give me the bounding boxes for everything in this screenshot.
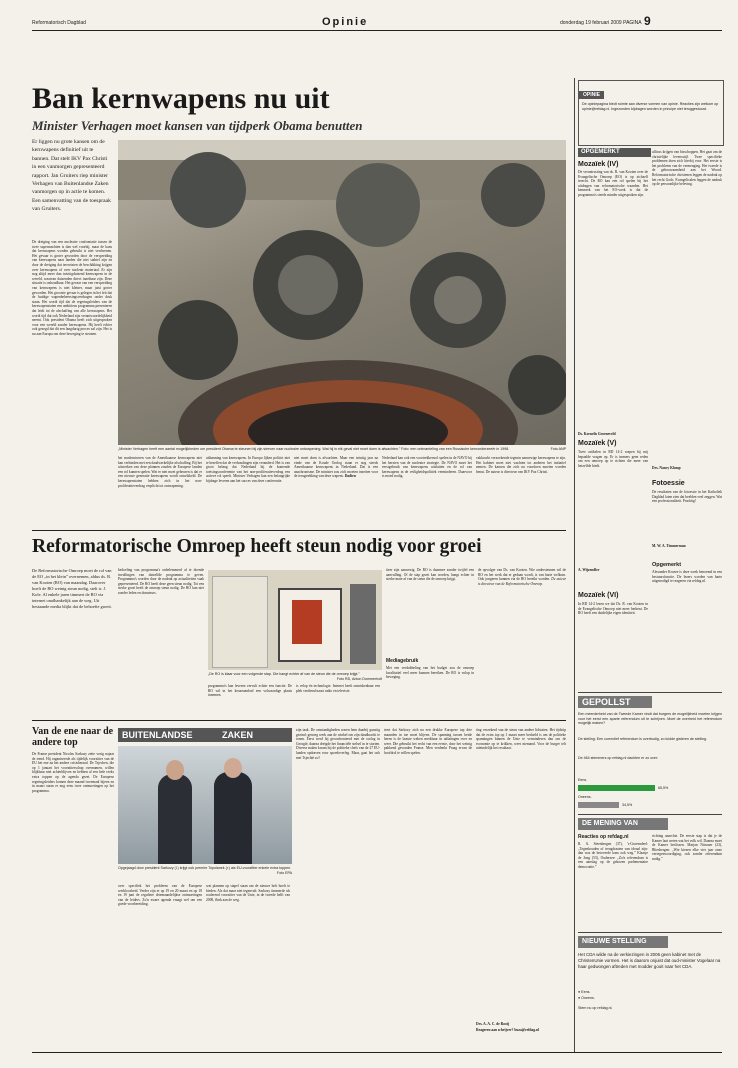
main-intro: Er liggen nu grote kansen om de kernwapens definitief uit te bannen. Dat stelt IKV Pax Christi in een vanmorgen gepresenteerd rapport. Jan Gruiters riep minister Verhagen van Buitenlandse Zaken vanmorgen op in actie te komen. Een samenvatting van de toespraak van Gruiters.	[32, 139, 111, 213]
date-line: donderdag 19 februari 2009 PAGINA	[560, 20, 642, 26]
letter-2-sign: A. Wijzendler	[578, 568, 600, 572]
letter-2-body: Twee artikelen in RD 14-2 roepen bij mij bepaalde vragen op. Er is immers geen reden om een omroep op te richten die meer van hetzelfde biedt.	[578, 450, 648, 468]
omroep-caption: „De RO is klaar voor een volgende stap. Die hangt echter af van de steun die de omroep krijgt.” Foto RD, Anton Dommerholt	[208, 672, 382, 681]
opinie-box: OPINIE De opiniepagina biedt ruimte aan diverse vormen van opinie. Reacties zijn welkom op opinie@refdag.nl. Ingezonden bijdragen worden in principe niet teruggestuurd.	[578, 80, 724, 146]
nieuwe-option-1[interactable]: ● Eens.	[578, 990, 591, 994]
buza-banner	[118, 728, 292, 742]
opinie-label: OPINIE	[579, 91, 604, 99]
nieuwe-label: NIEUWE STELLING	[578, 936, 668, 948]
poll-option-1-value: 65,5%	[658, 786, 669, 790]
main-body-col-1: De dreiging van een nucleaire confrontatie tussen de twee supermachten is dan wel voorbij, maar de kans dat kernwapens worden gebruikt is niet verdwenen. Het gevaar is groter geworden door de verspreiding van kernwapens naar landen die niet stabiel zijn en door de dreiging dat terroristen de beschikking krijgen over kernwapens of over nucleair materiaal. Er zijn nog altijd meer dan twintigduizend kernwapens in de wereld, waarvan duizenden direct inzetbaar zijn. Deze situatie is onhoudbaar. Het gevaar van een verspreiding van kernwapens is niet kleiner, maar juist groter geworden. Het grootste gevaar is gelegen in het feit dat de huidige wapenbeheersingsverdragen onder druk staan. Het wordt tijd dat de regeringsleiders van de kernwapenstaten een ambitieus programma presenteren dat leidt tot de afschaffing van alle kernwapens. Het wordt tijd dat ook Nederland zijn verantwoordelijkheid neemt. Ook president Obama heeft zich uitgesproken voor een wereld zonder kernwapens. Hij heeft echter ook gezegd dat dit een langdurig proces zal zijn. Het is nu aan Europa om deze beweging te steunen.	[32, 240, 112, 336]
omroep-col-7: de opvolger van Ds. van Kooten. Wie ondersteunen wil de RO en het werk dat er gedaan wordt, is van harte welkom. Ook jongeren kunnen via de RO bereikt worden. De auteur is directeur van de Reformatorische Omroep.	[478, 568, 566, 586]
opgemerkt2-title: Opgemerkt	[652, 562, 682, 568]
letter-1-title: Mozaïek (IV)	[578, 161, 619, 168]
top-col-3: wat plannen op stapel staan om de nieuwe heft hoeft te bieden. Als dat maar niet tegenvalt. Sarkozy timmerde als roulerend voorzitter van de Unie, in de tweede helft van 2008, flink aan de weg.	[206, 884, 290, 902]
top-col-5: teert dat Sarkozy zich na een drukke Europese top drie maanden in toe moet blijven. De spanning tussen beide heren is de laatste weken merkbaar in uitlatingen over en weer. Die gebruikt het recht van een eerste, door het weinig pakkend gevonden Franse. Men verdenkt Praag ervan de hoofdrol te willen spelen.	[384, 728, 472, 755]
top-headline: Van de ene naar de andere top	[32, 726, 114, 748]
letter-2-title: Mozaïek (V)	[578, 440, 617, 447]
letter-3-title: Mozaïek (VI)	[578, 592, 619, 599]
omroep-signature: De auteur is directeur van de Reformatorische Omroep.	[478, 577, 566, 586]
main-body-col-4: niet moet doen is afwachten. Maar een twintig jaar na einde van de Koude Oorlog staan er nog steeds Amerikaanse kernwapens in Nederland. Dat is een anachronisme. De minister zou zich moeten inzetten voor de terugtrekking van deze wapens. Dadien	[294, 456, 378, 479]
top-caption: Opgejaagd door president Sarkozy (l.) krijgt ook premier Topolanek (r.) als EU-voorzitter enkele extra toppen. Foto EPA	[118, 866, 292, 875]
letter-3-sign: Drs. Nancy Klomp	[652, 466, 681, 470]
gepollst-question: Een meerderheid van de Tweede Kamer vindt dat burgers de mogelijkheid moeten krijgen voor het eerst een aparte referendum uit te schrijven. Moet de overheid het referendum mogelijk maken?	[578, 712, 722, 726]
top-col-4: zijn taak. De omstandigheden waren hem daarbij gunstig gezind; genoeg werk aan de winkel om zijn daadkracht te tonen. Eerst werd hij geconfronteerd met de oorlog in Georgië, daarna dreigde het financiële stelsel in te storten. Diverse malen kwam hij de politieke chefs van de 27 EU-landen opdraven voor spoedoverleg. Maar, gaat het ook met Tsjechië zo?	[296, 728, 380, 760]
mening-heading: Reacties op refdag.nl	[578, 834, 629, 840]
poll-bar-1	[578, 785, 655, 791]
omroep-headline: Reformatorische Omroep heeft steun nodig voor groei	[32, 536, 482, 557]
main-headline: Ban kernwapens nu uit	[32, 82, 330, 115]
omroep-col-5: tieer zijn aanwezig. De RO is daarmee zonder twijfel een aanvulling. Of de stap gezet kan worden, hangt echter in sterke mate af van de steun die de omroep krijgt.	[386, 568, 474, 582]
poll-bar-2	[578, 802, 619, 808]
top-col-2: over specifiek het probleem van de Europese werkloosheid. Verder zijn er op 19 en 20 maart en op 18 en 19 juni de reguliere driemaandelijkse ontmoetingen van de leiders. Zo'n zware agenda vraagt wel om een goede voorbereiding.	[118, 884, 202, 907]
top-col-6: ting verzekerd van de steun van andere lidstaten. Het tijdstip dat de extra top op 1 maart meer bedoeld is om de politieke spanningen binnen de Unie te verminderen dan om de economie op te krikken, weet niemand. Voor de burger telt uiteindelijk het resultaat.	[476, 728, 566, 751]
nieuwe-statement: Het CDA wilde na de verkiezingen in 2006 geen kabinet met de ChristenUnie vormen. Het is daarom onjuist dat oud-minister Vogelaar na haar gedwongen aftreden met modder gooit naar het CDA.	[578, 952, 721, 969]
omroep-subhead: Mediagebruik	[386, 658, 419, 664]
top-author-note: Reageren aan schrijver? buza@refdag.nl	[476, 1028, 539, 1032]
poll-option-2-value: 34,5%	[622, 803, 633, 807]
poll-option-1-label: Eens.	[578, 778, 588, 782]
omroep-col-2: bedoeling van programma's onbelemmerd af te doende invullingen van datzelfde programma te geven. Programma's worden door de nadruk op actualiteiten vaak gepresenteerd. De RO heeft deze geen steun nodig. Tot een sterke groei heeft de omroep steun nodig. De RO kan niet zonder leden en donateurs.	[118, 568, 204, 595]
top-col-1: De Franse president Nicolas Sarkozy zette vorig najaar de trend. Hij organiseerde als tijdelijk voorzitter van de EU het ene na het andere crisisberaad. De Tsjechen, die op 1 januari het voorzitterschap overnamen, willen blijkbaar niet achterblijven en hebben al een hele reeks extra toppen op de agenda gezet. De Europese regeringsleiders komen deze maand tweemaal bijeen en in maart staan er nog eens twee ontmoetingen op het programma.	[32, 752, 114, 793]
main-body-col-3: aitbanning van kernwapens. In Europa lijken politici niet te beseffen dat de verhoudingen zijn veranderd. Het is van groot belang dat Nederland bij de komende toetsingsconferentie van het non-proliferatieverdrag een actieve rol speelt. Minister Verhagen kan een belangrijke bijdrage leveren aan het succes van deze conferentie.	[206, 456, 290, 483]
omroep-intro: De Reformatorische Omroep moet de rol van de EO „in het klein” overnemen, aldus ds. R. van Kooten (RO) van maandag. Daarover hoeft de RO weinig steun nodig, stelt ir. J. Kole. Al enkele jaren timmert de RO via internet onafhankelijk aan de weg. Uit bestaande media blijkt dat de behoefte groeit.	[32, 568, 112, 609]
main-body-col-2: het moderniseren van de Amerikaanse kernwapens niet kan verbinden met een daadwerkelijke afschaffing. Bij het uitwerken van deze plannen zouden de Europese landen een rol kunnen spelen. Wat er niet moet gebeuren is dat er een nieuwe generatie kernwapens wordt ontwikkeld. De kernwapenstaten hebben zich in het non-proliferatieverdrag verplicht tot ontwapening.	[118, 456, 202, 488]
fotoessie-body: De resultaten van de fotoessie in het Katholiek Dagblad laten zien dat beelden veel zeggen. Wat een professionaliteit. Prachtig!	[652, 490, 722, 504]
mening-label: DE MENING VAN	[578, 818, 668, 830]
nieuwe-footer: Stem nu op refdag.nl.	[578, 1006, 613, 1010]
gepollst-votes: De 464 stemmers op refdag.nl dachten er zo over:	[578, 756, 659, 760]
main-body-col-6: vakkracht verzoekende tegenin aanwezige kernwapens te zijn. Het kabinet moet niet wachten tot anderen het initiatief nemen. De kansen die zich nu voordoen moeten worden benut. De auteur is directeur van IKV Pax Christi.	[476, 456, 566, 474]
mening-col-2: richting anarchie. De eerste stap is dat je de Kamer laat weten wat het volk wil. Daarna moet de Kamer beslissen. Marjan Nitrauer (23), Bliesbergen: „Wie kiezen elke vier jaar onze vertegenwoordiging, ook zonder referendum nodig.”	[652, 834, 722, 861]
submarine-photo	[118, 140, 566, 445]
omroep-col-6: Met een verdubbeling van het budget zou de omroep kwalitatief veel meer kunnen bereiken. De RO is volop in beweging.	[386, 666, 474, 680]
poll-option-2-label: Oneens.	[578, 795, 592, 799]
leaders-photo	[118, 746, 292, 864]
omroep-photo	[208, 570, 382, 670]
omroep-col-4: is velop én technologie. Internet heeft onmiskenbaar een plek verdiend naast radio en televisie.	[296, 684, 380, 693]
section-title: Opinie	[322, 16, 369, 28]
letter-1-body: De verontrusting van ds. R. van Kooten over de Evangelische Omroep (EO) is op zichzelf terecht. De RO kan een rol spelen bij het uitdragen van reformatorische waarden. Het kenmerk van het EO-werk is dat de programma's steeds minder uitgesproken zijn.	[578, 170, 648, 197]
omroep-col-3: programma's kan leveren vervult echter een functie. De RO wil in het keuzeaanbod een volwaardige plaats innemen.	[208, 684, 292, 698]
letter-3-body: In RD 14-2 lezen we dat Ds. R. van Kooten in de Evangelische Omroep niet meer herkent. De RO heeft een duidelijke eigen identiteit.	[578, 602, 648, 616]
letter-1-sign: Ds. Kornelis Groeneveld	[578, 432, 616, 436]
gepollst-result: De stelling: Een correctief referendum is overbodig, zo luidde gisteren de stelling.	[578, 737, 708, 741]
opgemerkt-label: OPGEMERKT	[578, 148, 651, 157]
page-number: 9	[644, 14, 651, 28]
buza-banner-right: ZAKEN	[222, 730, 253, 740]
fotoessie-title: Fotoessie	[652, 480, 685, 487]
main-subheadline: Minister Verhagen moet kansen van tijdperk Obama benutten	[32, 118, 363, 133]
letter-col-right: ullicus krijgen van bisschoppen. Het gaat om de christelijke levensstijl. Twee specifieke problemen doen zich hierbij voor. Het eerste is het probleem van de vermenging. Het tweede is de gehoorzaamheid aan het Woord. Reformatorische christenen leggen de nadruk op het recht Gods. Evangelicalen leggen de nadruk op de persoonlijke beleving.	[652, 150, 722, 187]
submarine-illustration	[118, 140, 566, 445]
fotoessie-sign: M. W. A. Timmerman	[652, 544, 686, 548]
paper-name: Reformatorisch Dagblad	[32, 20, 86, 26]
top-author: Drs. A. A. C. de Rooij	[476, 1022, 510, 1026]
mening-col-1: R. A. Steenbergen (37), 's-Gravendeel: „Tegenhouden of terugdraaien van ideaal zijn: dan was de betoverde kans ook weg.” Klaasje de Jong (53), Ouderzee: „Zo'n referendum is een aanslag op de gekozen parlementaire democratie.”	[578, 842, 648, 869]
main-author: Dadien	[344, 474, 356, 479]
nieuwe-option-2[interactable]: ● Oneens.	[578, 996, 595, 1000]
opgemerkt2-body: Alexander Kroeze is deze week benoemd in een bestuursfunctie. De lezers worden van harte uitgenodigd te reageren via refdag.nl.	[652, 570, 722, 584]
main-body-col-5: Nederland kan ook een voortrekkersrol spelen in de NAVO bij het herzien van de nucleaire strategie. De NAVO moet het eerstgebruik van kernwapens uitsluiten en de rol van kernwapens in de veiligheidspolitiek verminderen. Daarvoor is moed nodig.	[382, 456, 472, 479]
main-caption: „Minister Verhagen heeft een aantal mogelijkheden om president Obama te steunen bij zijn streven naar nucleaire ontwapening. Wat hij in elk geval niet moet doen is afwachten.” Foto: een ontmanteling van een Russische kernonderzeeër in 1998. Foto ANP	[118, 447, 566, 451]
buza-banner-left: BUITENLANDSE	[122, 730, 193, 740]
gepollst-label: GEPOLLST	[578, 696, 652, 708]
